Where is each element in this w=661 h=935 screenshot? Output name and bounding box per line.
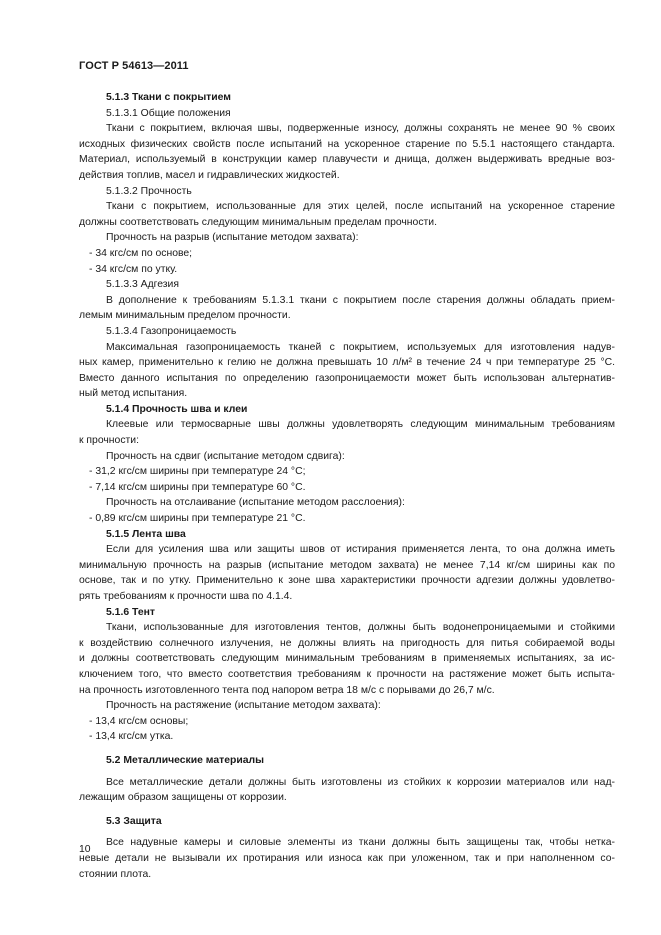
text-line: Прочность на сдвиг (испытание методом сдвига): (106, 450, 345, 462)
text-line: и должны соответствовать следующим минимальным требованиям в применяемых испытаниях, за ис- (79, 653, 615, 665)
text-line: на прочность изготовленного тента под напором ветра 18 м/с с порывами до 26,7 м/с. (79, 684, 495, 696)
text-line: 5.1.3.1 Общие положения (106, 107, 231, 119)
text-line: Ткани с покрытием, использованные для этих целей, после испытаний на ускоренное старение (106, 201, 615, 213)
text-line: Ткани с покрытием, включая швы, подверженные износу, должны сохранять не менее 90 % своих (106, 123, 615, 135)
section-heading: 5.2 Металлические материалы (106, 754, 264, 766)
document-body (79, 90, 615, 882)
section-heading: 5.1.6 Тент (106, 606, 155, 618)
text-line: Прочность на растяжение (испытание методом захвата): (106, 700, 381, 712)
text-line: Прочность на разрыв (испытание методом захвата): (106, 232, 359, 244)
text-line: 5.1.3.2 Прочность (106, 185, 192, 197)
text-line: должны соответствовать следующим минимальным пределам прочности. (79, 216, 437, 228)
page-number: 10 (79, 844, 91, 855)
section-heading: 5.1.3 Ткани с покрытием (106, 92, 231, 103)
text-line: стоянии плота. (79, 868, 152, 880)
text-line: Максимальная газопроницаемость тканей с покрытием, используемых для изготовления надув- (106, 341, 615, 353)
text-line: лемым минимальным пределом прочности. (79, 310, 291, 322)
text-line: - 13,4 кгс/см утка. (89, 731, 174, 743)
text-line: - 34 кгс/см по основе; (89, 247, 193, 259)
text-line: ных камер, применительно к гелию не должна превышать 10 л/м² в течение 24 ч при температуре 25 °С. (79, 357, 615, 369)
text-line: Материал, используемый в конструкции камер плавучести и днища, должен выдерживать вредные воз- (79, 154, 615, 166)
text-line: - 31,2 кгс/см ширины при температуре 24 °С; (89, 466, 306, 478)
text-line: Вместо данного испытания по определению газопроницаемости может быть использован альтернатив- (79, 372, 615, 384)
text-line: ключением того, что вместо соответствия требованиям к прочности на растяжение может быть испыта- (79, 668, 615, 680)
text-line: Все металлические детали должны быть изготовлены из стойких к коррозии материалов или над- (106, 776, 615, 788)
text-line: 5.1.3.3 Адгезия (106, 279, 179, 291)
text-line: основе, так и по утку. Применительно к зоне шва характеристики прочности адгезии должны удовлетво- (79, 575, 615, 587)
standard-header: ГОСТ Р 54613—2011 (79, 60, 189, 72)
text-line: Ткани, использованные для изготовления тентов, должны быть водонепроницаемыми и стойкими (106, 622, 615, 634)
text-line: 5.1.3.4 Газопроницаемость (106, 325, 237, 337)
section-heading: 5.3 Защита (106, 815, 162, 827)
text-line: Если для усиления шва или защиты швов от истирания применяется лента, то она должна иметь (106, 544, 615, 556)
text-line: Клеевые или термосварные швы должны удовлетворять следующим минимальным требованиям (106, 419, 615, 431)
text-line: - 0,89 кгс/см ширины при температуре 21 °С. (89, 513, 306, 525)
text-line: невые детали не вызывали их протирания или износа как при уложенном, так и при наполненном со- (79, 852, 615, 864)
text-line: лежащим образом защищены от коррозии. (79, 792, 287, 804)
text-line: Все надувные камеры и силовые элементы из ткани должны быть защищены так, чтобы нетка- (106, 837, 615, 849)
text-line: - 13,4 кгс/см основы; (89, 715, 189, 727)
text-line: - 7,14 кгс/см ширины при температуре 60 °С. (89, 481, 306, 493)
text-line: исходных физических свойств после испытаний на ускоренное старение по 5.5.1 настоящего стандарта. (79, 138, 615, 150)
section-heading: 5.1.5 Лента шва (106, 528, 186, 540)
text-line: действия топлив, масел и гидравлических жидкостей. (79, 169, 340, 181)
section-heading: 5.1.4 Прочность шва и клеи (106, 403, 248, 415)
text-line: к прочности: (79, 435, 139, 447)
text-line: минимальную прочность на разрыв (испытание методом захвата) не менее 7,14 кг/см ширины как по (79, 559, 615, 571)
text-line: - 34 кгс/см по утку. (89, 263, 178, 275)
text-line: Прочность на отслаивание (испытание методом расслоения): (106, 497, 405, 509)
text-line: рять требованиям к прочности шва по 4.1.4. (79, 591, 293, 602)
text-line: ный метод испытания. (79, 388, 188, 400)
text-line: к воздействию солнечного излучения, не должны влиять на пригодность для питья собираемой воды (79, 637, 615, 649)
text-line: В дополнение к требованиям 5.1.3.1 ткани с покрытием после старения должны обладать прием- (106, 294, 615, 306)
